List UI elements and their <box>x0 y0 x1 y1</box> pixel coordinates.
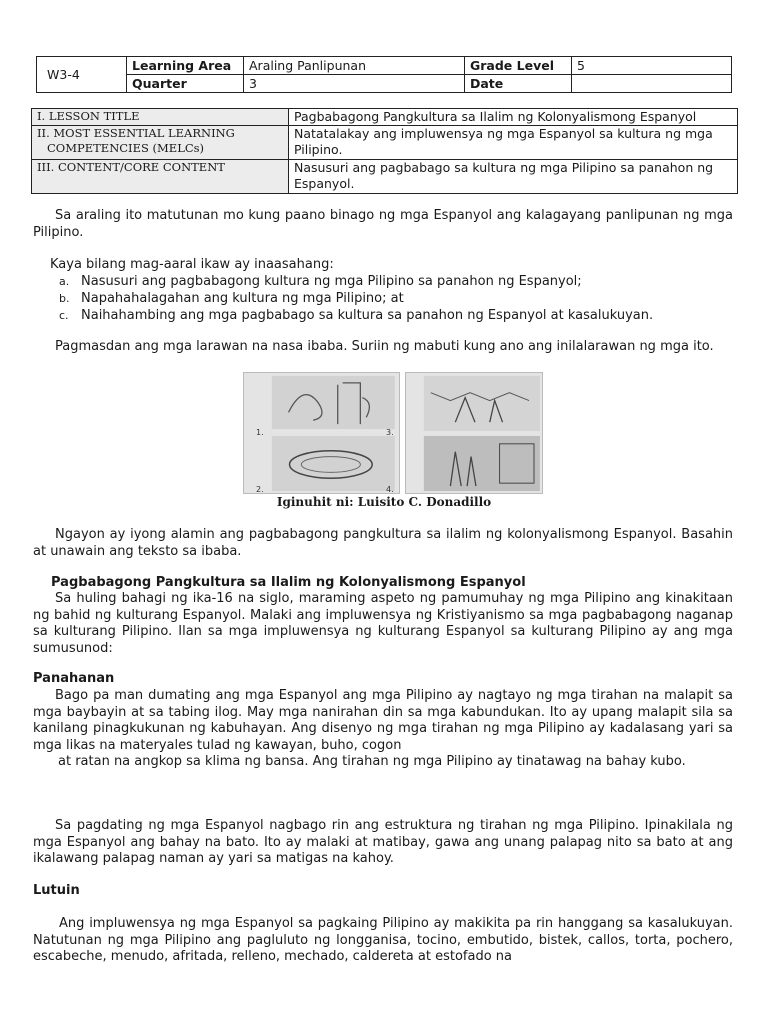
objective-text: Naihahambing ang mga pagbabago sa kultura sa panahon ng Espanyol at kasalukuyan. <box>81 307 654 323</box>
objective-text: Nasusuri ang pagbabagong kultura ng mga Pilipino sa panahon ng Espanyol; <box>81 274 582 289</box>
melc-label-line2: COMPETENCIES (MELCs) <box>47 141 205 155</box>
objective-item <box>51 274 741 291</box>
panahanan-paragraph-1: Bago pa man dumating ang mga Espanyol ang mga Pilipino ay nagtayo ng mga tirahan na malapit sa mga baybayin at sa tabing ilog. May mga nanirahan din sa mga kabundukan. Ito ay upang malapit sila sa kanilang pinagkukunan ng kabuhayan. Ang disenyo ng mga tirahan ng mga Pilipino ay kadalasang yari sa mga likas na materyales tulad ng kawayan, buho, cogon <box>33 688 733 753</box>
objectives-list <box>51 274 741 324</box>
objectives-intro: Kaya bilang mag-aaral ikaw ay inaasahang: <box>50 257 334 272</box>
now-learn-paragraph: Ngayon ay iyong alamin ang pagbabagong pangkultura sa ilalim ng kolonyalismong Espanyol. Basahin at unawain ang teksto sa ibaba. <box>33 527 733 559</box>
sketch-1-2 <box>244 373 399 493</box>
objective-item <box>51 291 741 308</box>
illustration-3-4 <box>386 372 543 494</box>
lutuin-heading: Lutuin <box>33 883 80 898</box>
quarter-value: 3 <box>244 75 465 93</box>
sketch-3-4 <box>406 373 542 493</box>
observe-paragraph: Pagmasdan ang mga larawan na nasa ibaba. Suriin ng mabuti kung ano ang inilalarawan ng mga ito. <box>55 339 714 354</box>
grade-level-value: 5 <box>572 57 732 75</box>
week-code: W3-4 <box>37 57 127 93</box>
objective-item <box>51 308 741 325</box>
section-title: Pagbabagong Pangkultura sa Ilalim ng Kolonyalismong Espanyol <box>51 575 526 590</box>
objective-marker: c. <box>59 308 69 322</box>
intro-paragraph: Sa araling ito matutunan mo kung paano binago ng mga Espanyol ang kalagayang panlipunan ng mga Pilipino. <box>33 208 733 240</box>
lesson-table <box>31 108 738 194</box>
panahanan-paragraph-1b: at ratan na angkop sa klima ng bansa. Ang tirahan ng mga Pilipino ay tinatawag na bahay kubo. <box>58 754 686 769</box>
illustration-label-3: 3. <box>386 428 394 437</box>
illustration-label-4: 4. <box>386 485 394 494</box>
date-label: Date <box>465 75 572 93</box>
lesson-title-value: Pagbabagong Pangkultura sa Ilalim ng Kolonyalismong Espanyol <box>289 109 738 126</box>
learning-area-label: Learning Area <box>127 57 244 75</box>
content-value: Nasusuri ang pagbabago sa kultura ng mga Pilipino sa panahon ng Espanyol. <box>289 160 738 194</box>
melc-value: Natatalakay ang impluwensya ng mga Espanyol sa kultura ng mga Pilipino. <box>289 126 738 160</box>
panahanan-paragraph-2: Sa pagdating ng mga Espanyol nagbago rin ang estruktura ng tirahan ng mga Pilipino. Ipinakilala ng mga Espanyol ang bahay na bato. Ito ay malaki at matibay, gawa ang unang palapag nito sa bato at ang ikalawang palapag naman ay yari sa matigas na kahoy. <box>33 818 733 866</box>
illustration-caption: Iginuhit ni: Luisito C. Donadillo <box>276 495 492 509</box>
melc-label <box>32 126 289 160</box>
objective-marker: a. <box>59 275 70 288</box>
melc-label-line1: II. MOST ESSENTIAL LEARNING <box>37 126 235 140</box>
illustrations-grid <box>243 372 543 494</box>
learning-area-value: Araling Panlipunan <box>244 57 465 75</box>
illustration-label-2: 2. <box>256 485 264 494</box>
date-value <box>572 75 732 93</box>
illustration-label-1: 1. <box>256 428 264 437</box>
content-label: III. CONTENT/CORE CONTENT <box>32 160 289 194</box>
grade-level-label: Grade Level <box>465 57 572 75</box>
panahanan-heading: Panahanan <box>33 671 115 686</box>
illustration-1-2 <box>243 372 400 494</box>
objective-text: Napahahalagahan ang kultura ng mga Pilipino; at <box>81 290 404 306</box>
section-body: Sa huling bahagi ng ika-16 na siglo, maraming aspeto ng pamumuhay ng mga Pilipino ang kinakitaan ng bahid ng kulturang Espanyol. Malaki ang impluwensya ng Kristiyanismo sa mga pagbabagong naganap sa kulturang Pilipino. Ilan sa mga impluwensya ng kulturang Espanyol sa kulturang Pilipino ay ang mga sumusunod: <box>33 591 733 656</box>
quarter-label: Quarter <box>127 75 244 93</box>
objective-marker: b. <box>59 291 70 305</box>
lesson-title-label: I. LESSON TITLE <box>32 109 289 126</box>
header-table <box>36 56 732 93</box>
lutuin-paragraph-1: Ang impluwensya ng mga Espanyol sa pagkaing Pilipino ay makikita pa rin hanggang sa kasalukuyan. Natutunan ng mga Pilipino ang pagluluto ng longganisa, tocino, embutido, bistek, callos, torta, pochero, escabeche, menudo, afritada, relleno, mechado, caldereta at estofado na <box>33 916 733 964</box>
